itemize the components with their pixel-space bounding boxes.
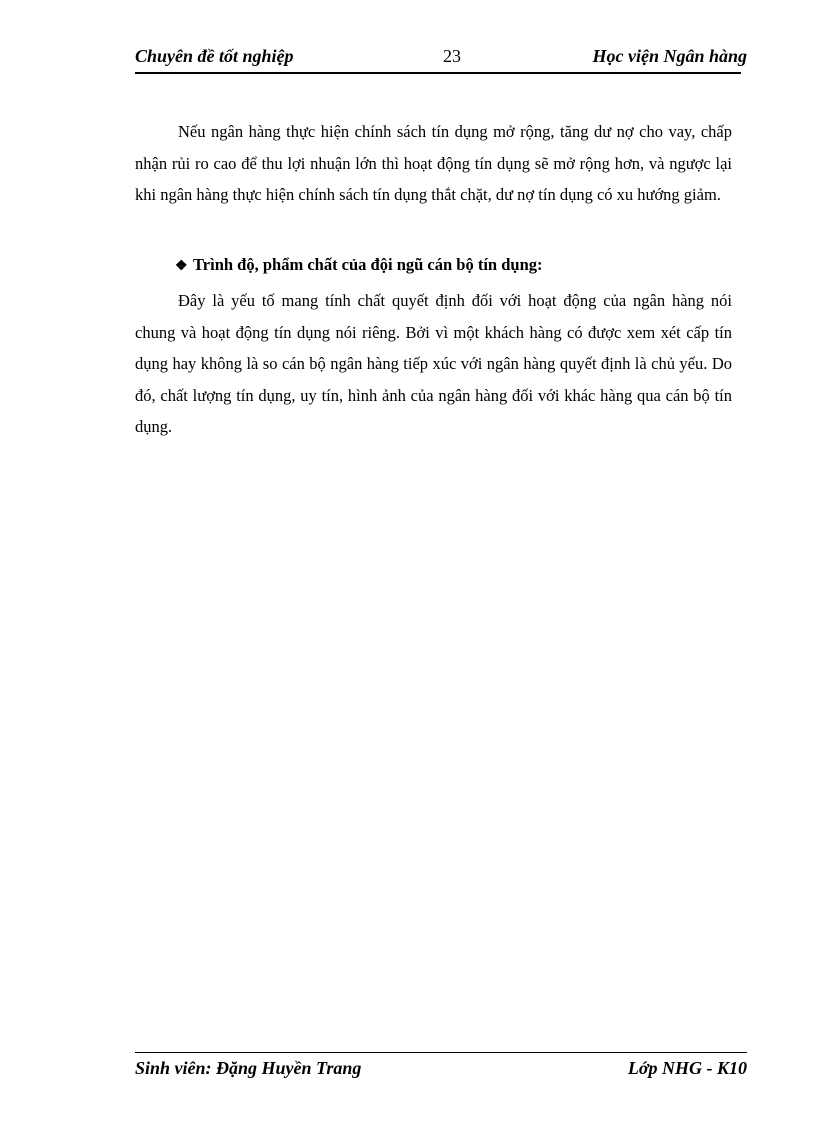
page-number: 23 [443,46,461,66]
footer-student-name: Sinh viên: Đặng Huyền Trang [135,1058,362,1078]
header-institution: Học viện Ngân hàng [592,46,747,66]
footer-divider [135,1052,747,1053]
footer-class: Lớp NHG - K10 [627,1058,747,1078]
diamond-bullet-icon: ❖ [175,259,188,274]
header-document-title: Chuyên đề tốt nghiệp [135,46,294,66]
section-heading [175,251,543,281]
body-paragraph-1: Nếu ngân hàng thực hiện chính sách tín dụng mở rộng, tăng dư nợ cho vay, chấp nhận rủi ro cao để thu lợi nhuận lớn thì hoạt động tín dụng sẽ mở rộng hơn, và ngược lại khi ngân hàng thực hiện chính sách tín dụng thắt chặt, dư nợ tín dụng có xu hướng giảm. [135,122,732,204]
page-header [135,44,747,70]
header-divider [135,72,741,74]
page-footer [135,1058,747,1084]
body-paragraph-2: Đây là yếu tố mang tính chất quyết định đối với hoạt động của ngân hàng nói chung và hoạt động tín dụng nói riêng. Bởi vì một khách hàng có được xem xét cấp tín dụng hay không là so cán bộ ngân hàng tiếp xúc với ngân hàng quyết định là chủ yếu. Do đó, chất lượng tín dụng, uy tín, hình ảnh của ngân hàng đối với khác hàng qua cán bộ tín dụng. [135,291,732,436]
section-heading-text: Trình độ, phẩm chất của đội ngũ cán bộ tín dụng: [193,255,543,274]
